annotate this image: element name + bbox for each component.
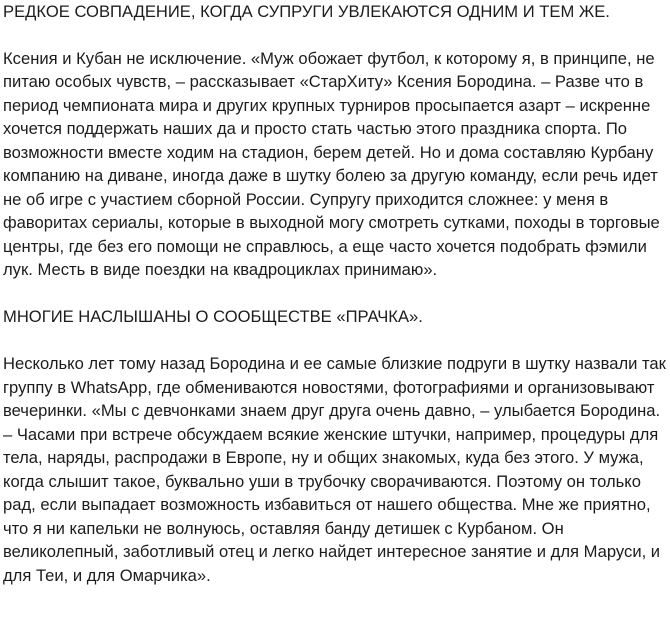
- section-heading: РЕДКОЕ СОВПАДЕНИЕ, КОГДА СУПРУГИ УВЛЕКАЮТСЯ ОДНИМ И ТЕМ ЖЕ.: [3, 2, 610, 21]
- article-paragraph: Ксения и Кубан не исключение. «Муж обожает футбол, к которому я, в принципе, не питаю особых чувств, – рассказывает «СтарХиту» Ксения Бородина. – Разве что в период чемпионата мира и других крупных турниров просыпается азарт – искренне хочется поддержать наших да и просто стать частью этого праздника спорта. По возможности вместе ходим на стадион, берем детей. Но и дома составляю Курбану компанию на диване, иногда даже в шутку болею за другую команду, если речь идет не об игре с участием сборной России. Супругу приходится сложнее: у меня в фаворитах сериалы, которые в выходной могу смотреть сутками, походы в торговые центры, где без его помощи не справлюсь, а еще часто хочется подобрать фэмили лук. Месть в виде поездки на квадроциклах принимаю».: [3, 48, 660, 279]
- section-heading: МНОГИЕ НАСЛЫШАНЫ О СООБЩЕСТВЕ «ПРАЧКА».: [3, 307, 423, 326]
- article-paragraph: Несколько лет тому назад Бородина и ее самые близкие подруги в шутку назвали так группу в WhatsApp, где обмениваются новостями, фотографиями и организовывают вечеринки. «Мы с девчонками знаем друг друга очень давно, – улыбается Бородина. – Часами при встрече обсуждаем всякие женские штучки, например, процедуры для тела, наряды, распродажи в Европе, ну и общих знакомых, куда без этого. У мужа, когда слышит такое, буквально уши в трубочку сворачиваются. Поэтому он только рад, если выпадает возможность избавиться от нашего общества. Мне же приятно, что я ни капельки не волнуюсь, оставляя банду детишек с Курбаном. Он великолепный, заботливый отец и легко найдет интересное занятие и для Маруси, и для Теи, и для Омарчика».: [3, 354, 666, 585]
